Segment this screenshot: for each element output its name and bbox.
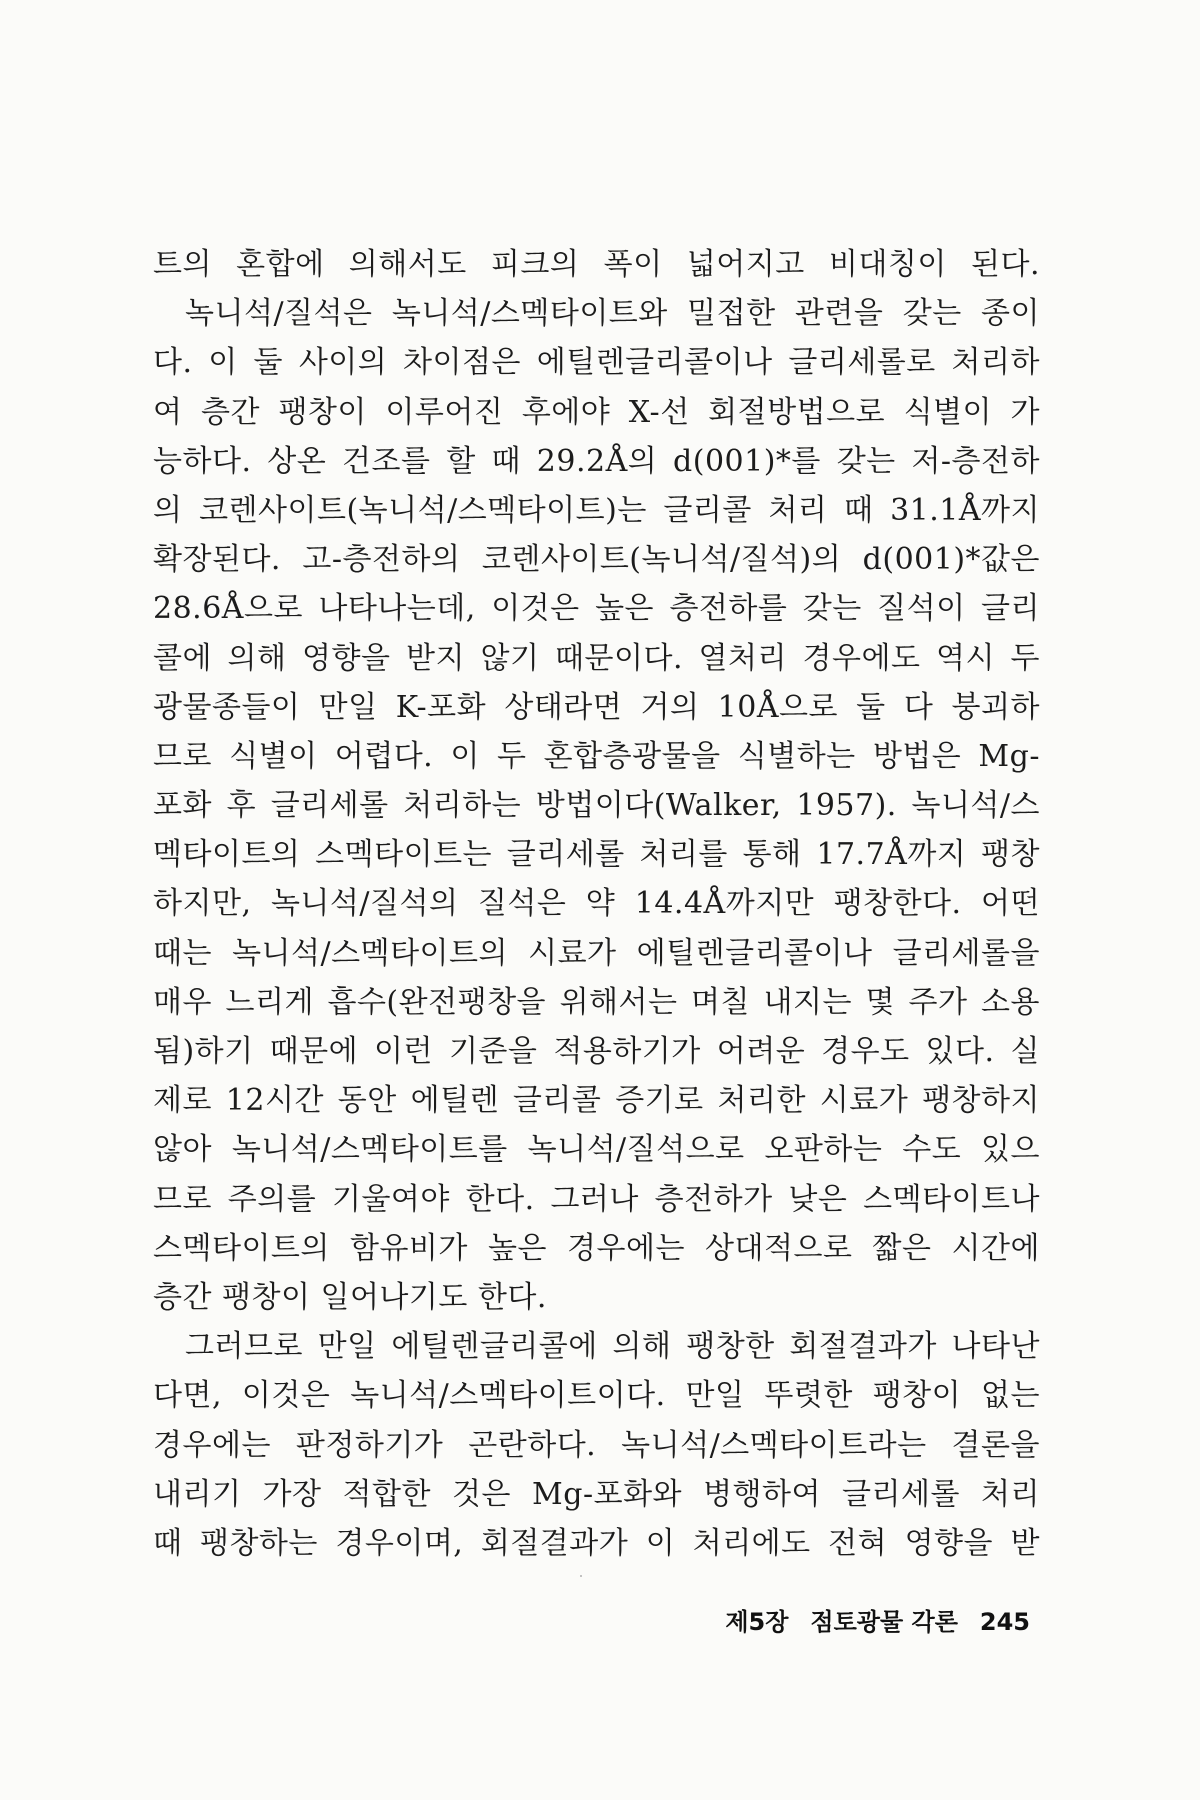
text-line: 멕타이트의 스멕타이트는 글리세롤 처리를 통해 17.7Å까지 팽창 [153, 837, 1040, 873]
text-line: 그러므로 만일 에틸렌글리콜에 의해 팽창한 회절결과가 나타난 [185, 1329, 1040, 1365]
text-line: 트의 혼합에 의해서도 피크의 폭이 넓어지고 비대칭이 된다. [153, 247, 1040, 282]
footer-chapter: 제5장 [725, 1608, 789, 1636]
text-line: 포화 후 글리세롤 처리하는 방법이다(Walker, 1957). 녹니석/스 [153, 788, 1040, 824]
text-line: 콜에 의해 영향을 받지 않기 때문이다. 열처리 경우에도 역시 두 [153, 640, 1040, 676]
text-line: 때 팽창하는 경우이며, 회절결과가 이 처리에도 전혀 영향을 받 [153, 1525, 1040, 1561]
text-line: 경우에는 판정하기가 곤란하다. 녹니석/스멕타이트라는 결론을 [153, 1427, 1040, 1463]
text-line: 므로 주의를 기울여야 한다. 그러나 층전하가 낮은 스멕타이트나 [153, 1181, 1040, 1217]
text-line: 다면, 이것은 녹니석/스멕타이트이다. 만일 뚜렷한 팽창이 없는 [153, 1378, 1040, 1414]
running-footer [0, 1604, 1030, 1640]
text-line: 하지만, 녹니석/질석의 질석은 약 14.4Å까지만 팽창한다. 어떤 [153, 886, 1040, 922]
footer-section-title: 점토광물 각론 [810, 1608, 958, 1636]
page-number: 245 [979, 1608, 1030, 1636]
text-line: 내리기 가장 적합한 것은 Mg-포화와 병행하여 글리세롤 처리 [153, 1476, 1040, 1512]
text-line: 광물종들이 만일 K-포화 상태라면 거의 10Å으로 둘 다 붕괴하 [153, 689, 1040, 725]
scan-speck [580, 1575, 582, 1577]
text-line: 의 코렌사이트(녹니석/스멕타이트)는 글리콜 처리 때 31.1Å까지 [153, 492, 1040, 528]
text-line: 층간 팽창이 일어나기도 한다. [153, 1279, 547, 1315]
text-line: 않아 녹니석/스멕타이트를 녹니석/질석으로 오판하는 수도 있으 [153, 1132, 1040, 1168]
text-line: 됨)하기 때문에 이런 기준을 적용하기가 어려운 경우도 있다. 실 [153, 1034, 1040, 1069]
text-line: 므로 식별이 어렵다. 이 두 혼합층광물을 식별하는 방법은 Mg- [153, 738, 1040, 774]
text-line: 다. 이 둘 사이의 차이점은 에틸렌글리콜이나 글리세롤로 처리하 [153, 345, 1040, 381]
text-line: 스멕타이트의 함유비가 높은 경우에는 상대적으로 짧은 시간에 [153, 1230, 1040, 1266]
page-body [153, 240, 1040, 1568]
text-line: 28.6Å으로 나타나는데, 이것은 높은 층전하를 갖는 질석이 글리 [153, 591, 1040, 627]
text-line: 때는 녹니석/스멕타이트의 시료가 에틸렌글리콜이나 글리세롤을 [153, 935, 1040, 971]
text-line: 능하다. 상온 건조를 할 때 29.2Å의 d(001)*를 갖는 저-층전하 [153, 443, 1040, 479]
text-line: 제로 12시간 동안 에틸렌 글리콜 증기로 처리한 시료가 팽창하지 [153, 1083, 1040, 1119]
text-line: 녹니석/질석은 녹니석/스멕타이트와 밀접한 관련을 갖는 종이 [185, 296, 1040, 332]
text-line: 매우 느리게 흡수(완전팽창을 위해서는 며칠 내지는 몇 주가 소용 [153, 984, 1040, 1020]
text-line: 확장된다. 고-층전하의 코렌사이트(녹니석/질석)의 d(001)*값은 [153, 542, 1040, 578]
text-line: 여 층간 팽창이 이루어진 후에야 X-선 회절방법으로 식별이 가 [153, 394, 1040, 430]
